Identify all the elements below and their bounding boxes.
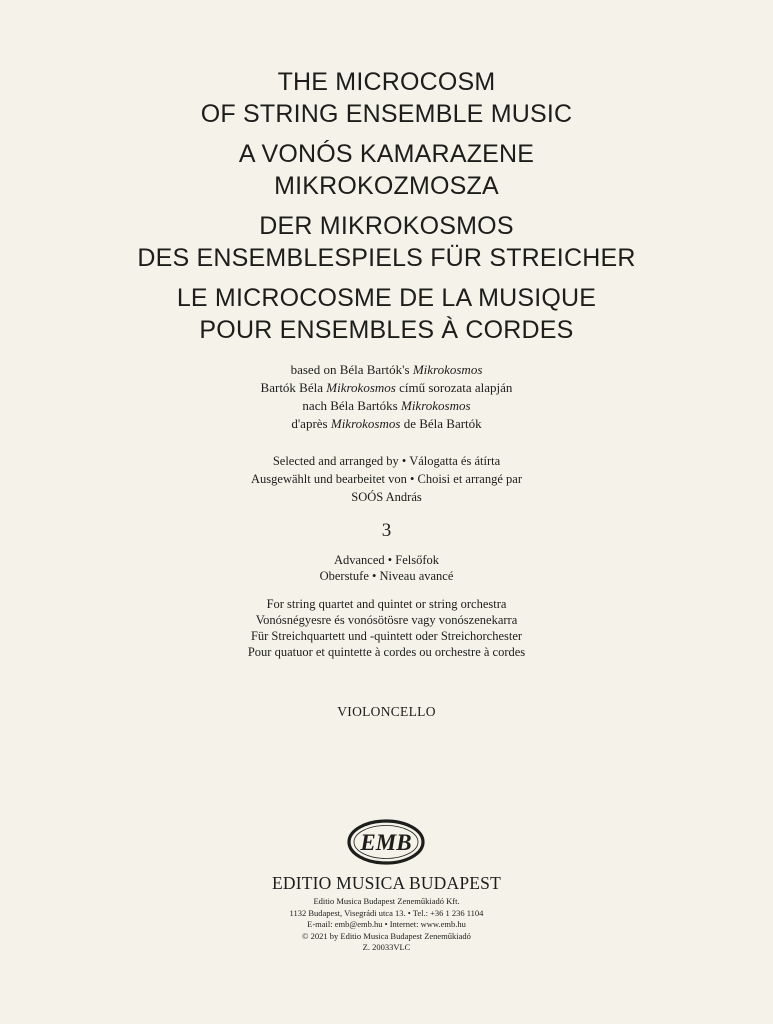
instrument-part: VIOLONCELLO <box>337 704 436 719</box>
arranger-name: SOÓS András <box>351 490 422 504</box>
based-on-block <box>0 361 773 433</box>
emb-oval-logo-icon <box>346 817 426 867</box>
publisher-name: EDITIO MUSICA BUDAPEST <box>272 873 501 893</box>
based-on-french: d'après Mikrokosmos de Béla Bartók <box>291 416 482 431</box>
scoring-line: Pour quatuor et quintette à cordes ou orchestre à cordes <box>247 645 526 659</box>
volume-number: 3 <box>381 520 392 541</box>
scoring-line: Für Streichquartett und -quintett oder Streichorchester <box>250 629 523 643</box>
level-block <box>0 552 773 584</box>
arranger-credit-line: Selected and arranged by • Válogatta és átírta <box>272 454 501 468</box>
title-line: POUR ENSEMBLES À CORDES <box>199 316 574 344</box>
title-line: THE MICROCOSM <box>277 68 496 96</box>
level-line: Advanced • Felsőfok <box>333 553 440 567</box>
imprint-catalog-number: Z. 20033VLC <box>362 942 411 952</box>
scoring-line: For string quartet and quintet or string orchestra <box>266 597 507 611</box>
title-german <box>0 210 773 274</box>
based-on-english: based on Béla Bartók's Mikrokosmos <box>290 362 483 377</box>
title-line: DER MIKROKOSMOS <box>259 212 514 240</box>
emb-logo-text: EMB <box>360 830 412 855</box>
title-line: A VONÓS KAMARAZENE <box>238 140 535 168</box>
imprint-contact: E-mail: emb@emb.hu • Internet: www.emb.hu <box>307 919 466 929</box>
multilingual-title-block <box>0 66 773 354</box>
title-french <box>0 282 773 346</box>
level-line: Oberstufe • Niveau avancé <box>319 569 454 583</box>
title-line: DES ENSEMBLESPIELS FÜR STREICHER <box>137 244 636 272</box>
scoring-block <box>0 596 773 660</box>
arranger-block <box>0 452 773 506</box>
title-line: OF STRING ENSEMBLE MUSIC <box>200 100 573 128</box>
imprint-copyright: © 2021 by Editio Musica Budapest Zeneműkiadó <box>302 930 471 941</box>
title-line: LE MICROCOSME DE LA MUSIQUE <box>176 284 597 312</box>
imprint-company: Editio Musica Budapest Zeneműkiadó Kft. <box>313 896 460 906</box>
title-english <box>0 66 773 130</box>
emb-logo-svg <box>346 817 426 867</box>
based-on-hungarian: Bartók Béla Mikrokosmos című sorozata alapján <box>260 380 513 395</box>
scoring-line: Vonósnégyesre és vonósötösre vagy vonószenekarra <box>255 613 518 627</box>
arranger-credit-line: Ausgewählt und bearbeitet von • Choisi et arrangé par <box>251 472 522 486</box>
title-hungarian <box>0 138 773 202</box>
imprint-block <box>0 896 773 954</box>
title-line: MIKROKOZMOSZA <box>274 172 499 200</box>
based-on-german: nach Béla Bartóks Mikrokosmos <box>302 398 471 413</box>
imprint-address: 1132 Budapest, Visegrádi utca 13. • Tel.: +36 1 236 1104 <box>289 907 484 918</box>
